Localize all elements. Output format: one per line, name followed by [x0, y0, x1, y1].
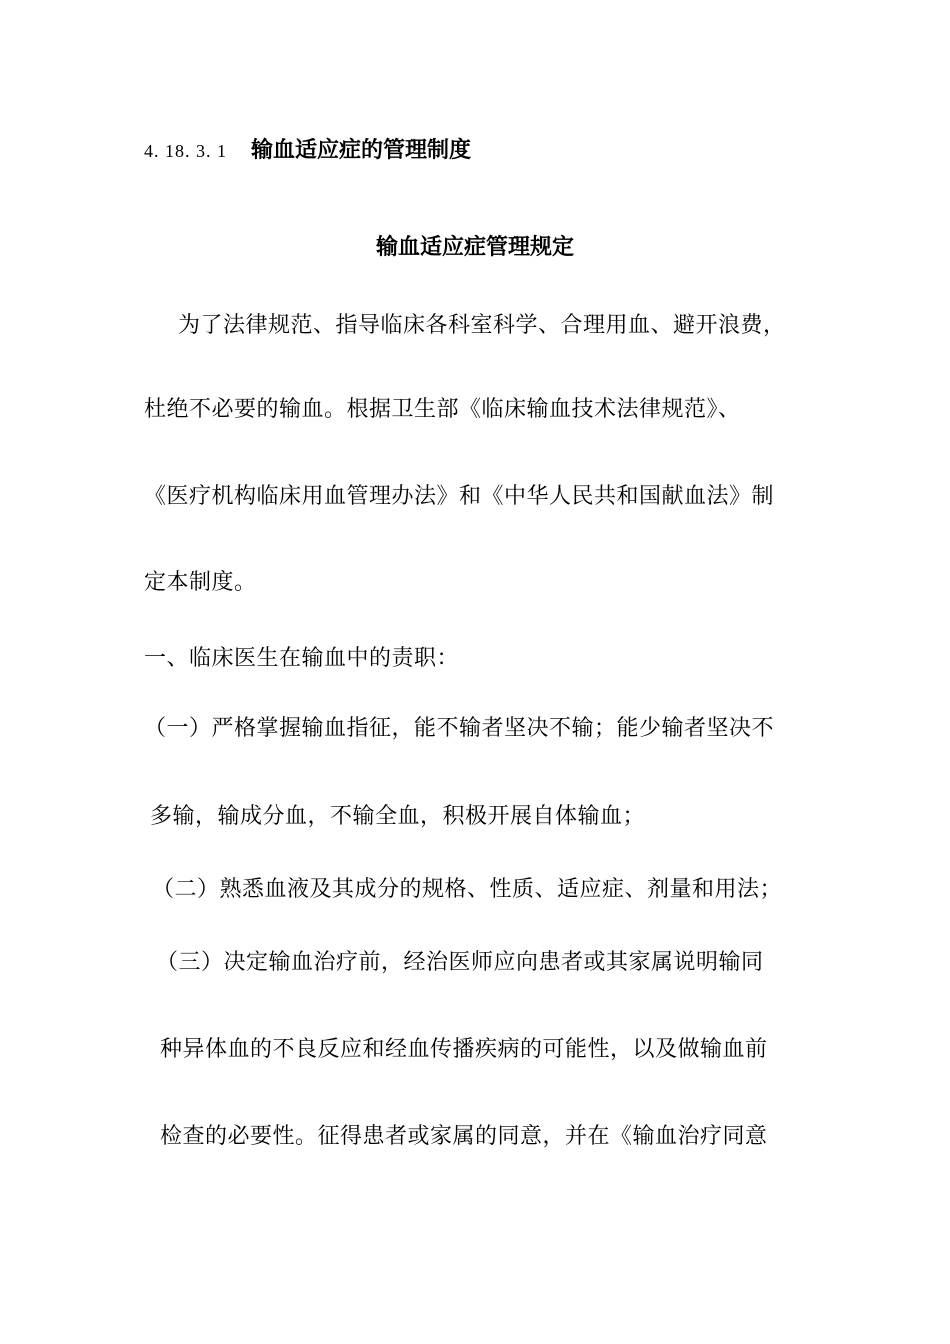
section-heading — [144, 137, 471, 165]
intro-line-3: 《医疗机构临床用血管理办法》和《中华人民共和国献血法》制 — [144, 484, 775, 509]
document-title: 输血适应症管理规定 — [375, 235, 574, 260]
item3-line-1: （三）决定输血治疗前，经治医师应向患者或其家属说明输同 — [156, 950, 764, 975]
item3-line-3: 检查的必要性。征得患者或家属的同意，并在《输血治疗同意 — [160, 1124, 768, 1149]
item3-line-2: 种异体血的不良反应和经血传播疾病的可能性，以及做输血前 — [160, 1037, 768, 1062]
item1-line-2: 多输，输成分血，不输全血，积极开展自体输血； — [150, 804, 646, 829]
section-number: 4. 18. 3. 1 — [144, 141, 227, 161]
item2-line-1: （二）熟悉血液及其成分的规格、性质、适应症、剂量和用法； — [152, 877, 783, 902]
item1-line-1: （一）严格掌握输血指征，能不输者坚决不输；能少输者坚决不 — [144, 716, 775, 741]
intro-line-2: 杜绝不必要的输血。根据卫生部《临床输血技术法律规范》、 — [144, 397, 741, 422]
intro-line-1: 为了法律规范、指导临床各科室科学、合理用血、避开浪费， — [178, 313, 786, 338]
section-title: 输血适应症的管理制度 — [251, 138, 472, 163]
intro-line-4: 定本制度。 — [144, 570, 257, 595]
responsibilities-heading: 一、临床医生在输血中的责职： — [144, 646, 460, 671]
